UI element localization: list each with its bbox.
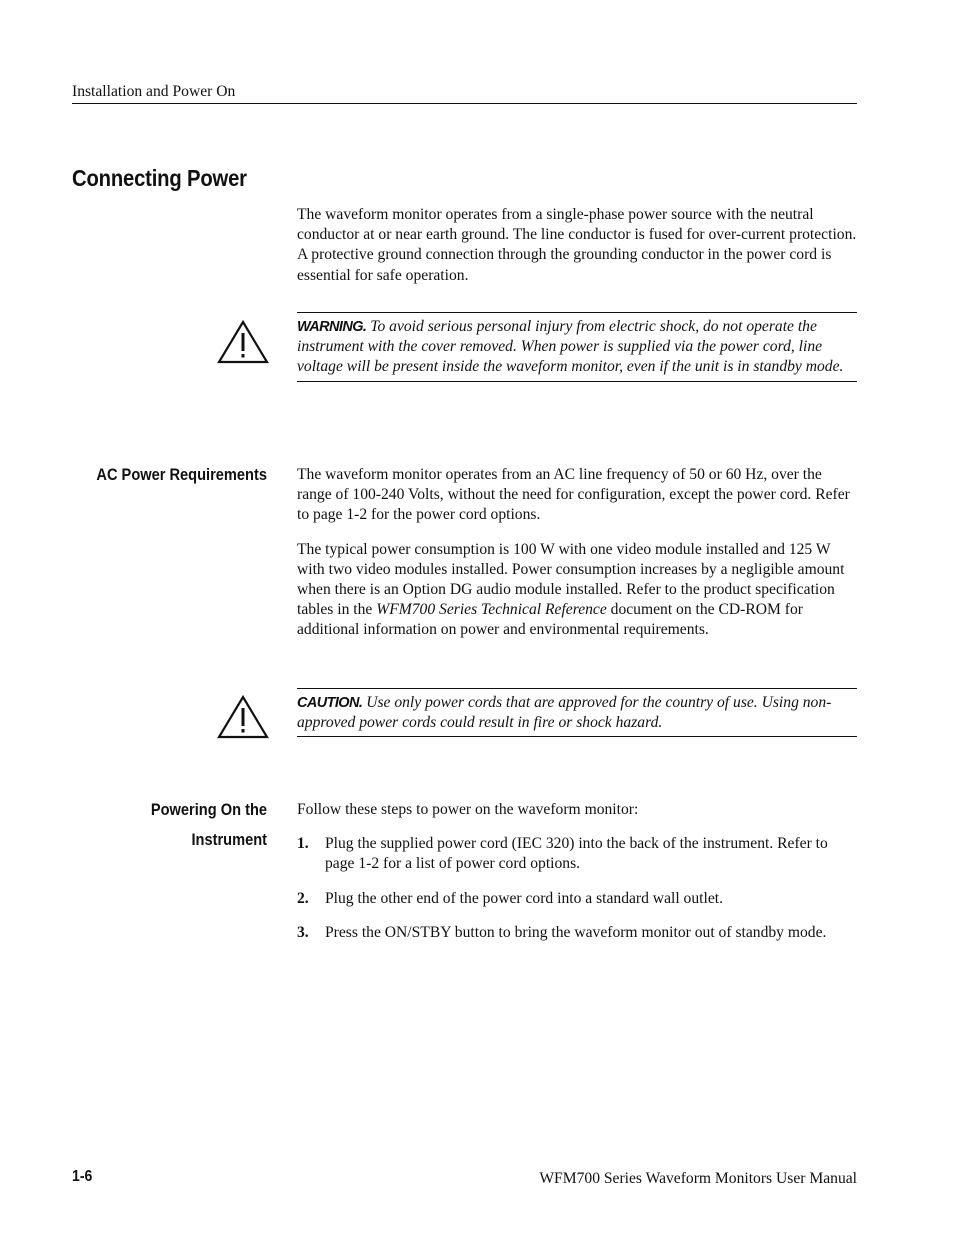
- powering-on-heading-line1: Powering On the: [150, 800, 267, 819]
- power-on-steps: [297, 834, 857, 943]
- section-title: Connecting Power: [72, 165, 247, 191]
- caution-text: Use only power cords that are approved for the country of use. Using non-approved power cords could result in fire or shock hazard.: [297, 694, 832, 732]
- caution-triangle-icon: [217, 695, 269, 739]
- ac-power-heading: AC Power Requirements: [96, 465, 267, 484]
- step-number: 1.: [297, 835, 309, 853]
- warning-notice: [297, 312, 857, 382]
- step-number: 3.: [297, 923, 309, 941]
- step-item: [297, 834, 857, 874]
- ac-power-body: [297, 465, 857, 641]
- ac-power-para1: The waveform monitor operates from an AC line frequency of 50 or 60 Hz, over the range of 100‑240 Volts, without the need for configuration, except the power cord. Refer to page 1‑2 for the power cord options.: [297, 466, 850, 524]
- ac-power-para2-text-end: document on the CD-ROM for additional information on power and environmental requirements.: [297, 601, 803, 639]
- page-number: 1-6: [72, 1168, 93, 1185]
- header-rule: [72, 103, 857, 104]
- intro-paragraph: [297, 205, 857, 286]
- step-item: [297, 889, 857, 909]
- step-item: [297, 923, 857, 943]
- warning-label: WARNING.: [297, 319, 367, 335]
- caution-label: CAUTION.: [297, 695, 363, 711]
- ac-power-para2-text: The typical power consumption is 100 W with one video module installed and 125 W with two video modules installed. Power consumption increases by a negligible amount when there is an Option DG audio module installed. Refer to the product specification tables in the: [297, 540, 845, 619]
- running-head: Installation and Power On: [72, 83, 236, 100]
- caution-notice: [297, 688, 857, 737]
- powering-on-heading-line2: Instrument: [191, 830, 267, 849]
- step-number: 2.: [297, 889, 309, 907]
- step-text: Plug the other end of the power cord into a standard wall outlet.: [325, 889, 723, 907]
- powering-on-intro: Follow these steps to power on the waveform monitor:: [297, 801, 639, 818]
- warning-triangle-icon: [217, 320, 269, 364]
- step-text: Plug the supplied power cord (IEC 320) into the back of the instrument. Refer to page 1‑2 for a list of power cord options.: [325, 835, 828, 873]
- step-text: Press the ON/STBY button to bring the waveform monitor out of standby mode.: [325, 923, 827, 941]
- technical-reference-title: WFM700 Series Technical Reference: [376, 601, 607, 619]
- powering-on-body: [297, 800, 857, 957]
- warning-text: To avoid serious personal injury from electric shock, do not operate the instrument with the cover removed. When power is supplied via the power cord, line voltage will be present inside the waveform monitor, even if the unit is in standby mode.: [297, 318, 844, 376]
- ac-power-para2: [297, 540, 857, 641]
- powering-on-heading: [78, 799, 267, 851]
- intro-text: The waveform monitor operates from a single-phase power source with the neutral conductor at or near earth ground. The line conductor is fused for over-current protection. A protective ground connection through the grounding conductor in the power cord is essential for safe operation.: [297, 206, 857, 284]
- manual-title: WFM700 Series Waveform Monitors User Manual: [539, 1170, 857, 1187]
